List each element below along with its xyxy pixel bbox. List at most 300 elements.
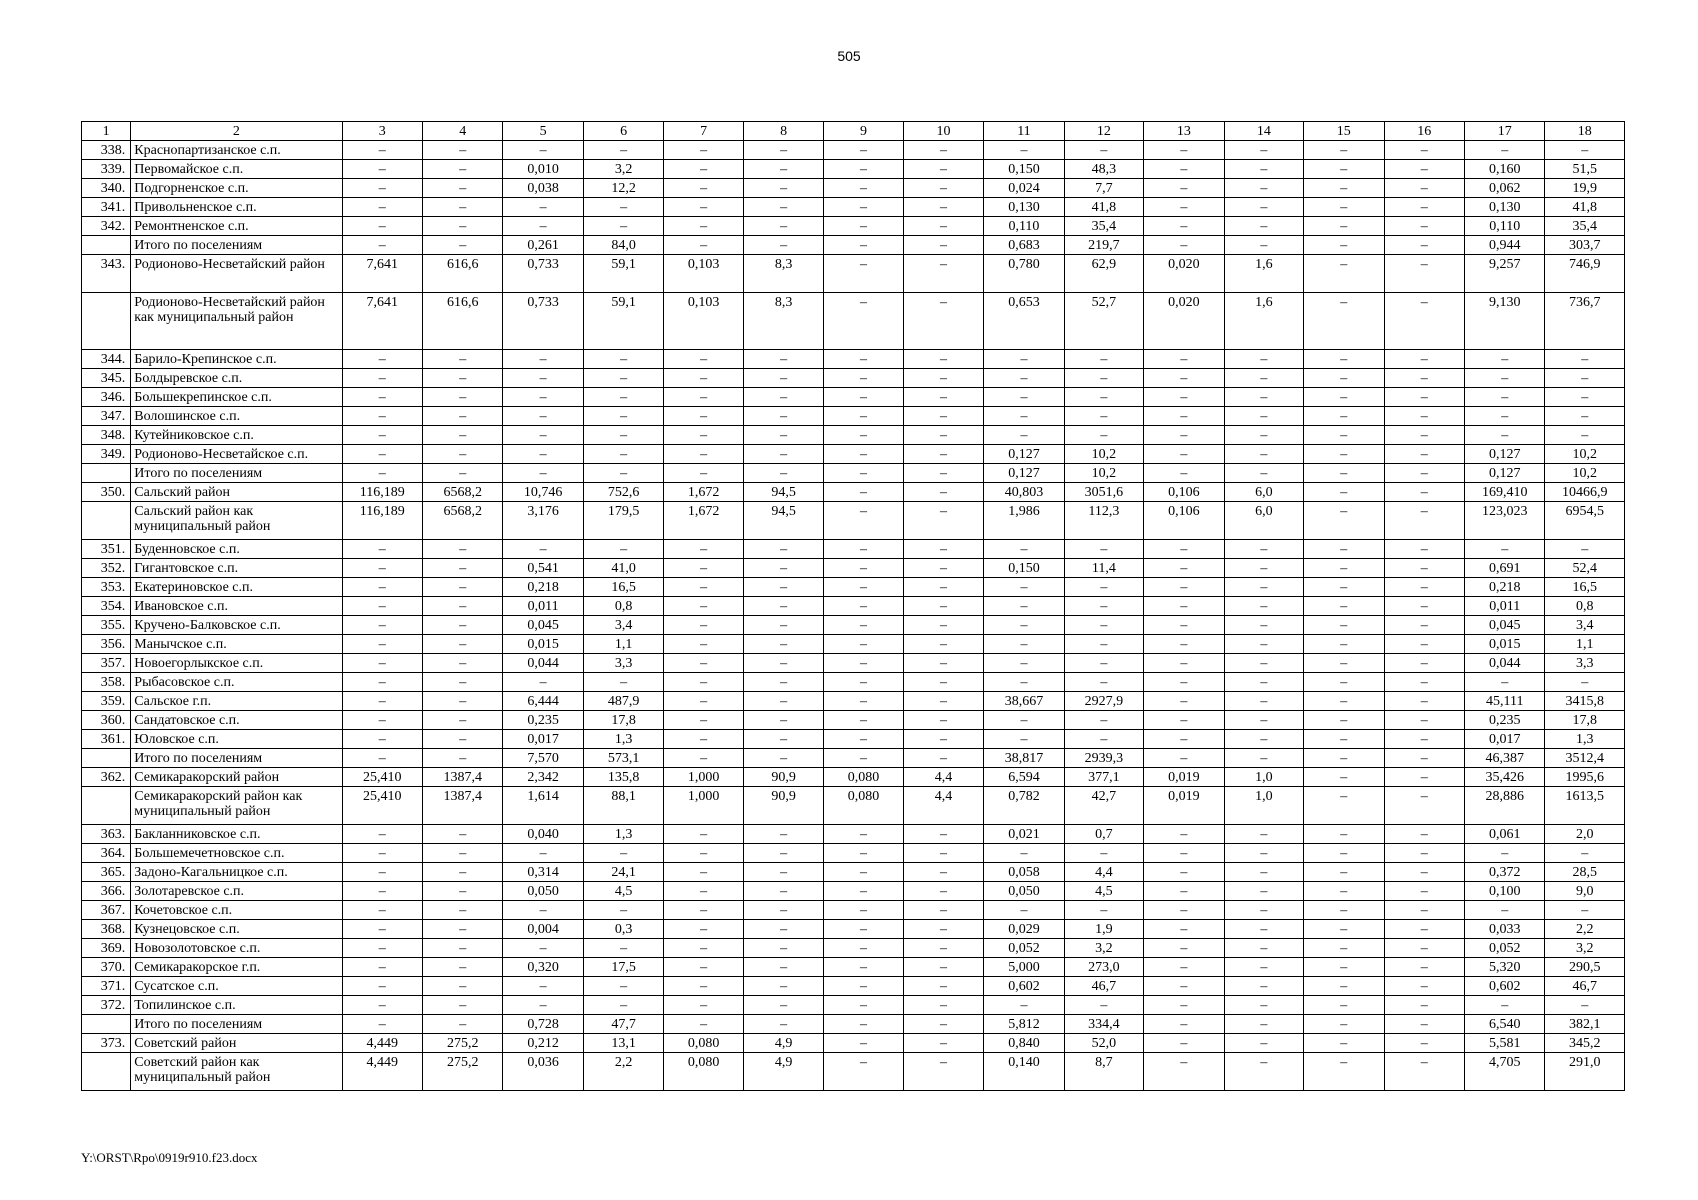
value-cell: – (743, 939, 823, 958)
value-cell: – (1224, 996, 1303, 1015)
value-cell: – (664, 825, 743, 844)
value-cell: 11,4 (1064, 559, 1143, 578)
value-cell: – (1304, 369, 1384, 388)
value-cell: – (664, 388, 743, 407)
value-cell: 0,8 (1545, 597, 1625, 616)
value-cell: – (664, 654, 743, 673)
value-cell: – (743, 198, 823, 217)
value-cell: 88,1 (583, 787, 663, 825)
value-cell: – (342, 711, 422, 730)
table-row (82, 578, 1625, 597)
value-cell: – (1384, 673, 1464, 692)
value-cell: – (1064, 350, 1143, 369)
value-cell: 13,1 (583, 1034, 663, 1053)
value-cell: 84,0 (583, 236, 663, 255)
value-cell: 3512,4 (1545, 749, 1625, 768)
value-cell: – (664, 445, 743, 464)
value-cell: 4,5 (583, 882, 663, 901)
value-cell: – (1465, 996, 1545, 1015)
table-row (82, 825, 1625, 844)
value-cell: – (664, 236, 743, 255)
row-number-cell: 350. (82, 483, 131, 502)
value-cell: – (903, 958, 983, 977)
value-cell: – (743, 407, 823, 426)
value-cell: – (664, 464, 743, 483)
row-number-cell: 369. (82, 939, 131, 958)
settlement-name-cell: Новозолотовское с.п. (131, 939, 342, 958)
column-header: 17 (1465, 122, 1545, 141)
value-cell: 5,581 (1465, 1034, 1545, 1053)
value-cell: – (342, 217, 422, 236)
value-cell: 1,000 (664, 768, 743, 787)
value-cell: 0,235 (503, 711, 583, 730)
value-cell: 0,017 (503, 730, 583, 749)
table-row (82, 635, 1625, 654)
value-cell: – (1304, 730, 1384, 749)
value-cell: – (342, 407, 422, 426)
value-cell: – (743, 141, 823, 160)
value-cell: 0,218 (503, 578, 583, 597)
value-cell: 1,3 (583, 730, 663, 749)
value-cell: – (422, 882, 502, 901)
table-row (82, 445, 1625, 464)
settlement-name-cell: Рыбасовское с.п. (131, 673, 342, 692)
value-cell: 2939,3 (1064, 749, 1143, 768)
value-cell: 6,0 (1224, 483, 1303, 502)
value-cell: – (1465, 388, 1545, 407)
value-cell: – (503, 407, 583, 426)
value-cell: – (342, 825, 422, 844)
column-header: 13 (1144, 122, 1224, 141)
value-cell: – (903, 863, 983, 882)
value-cell: – (1384, 578, 1464, 597)
value-cell: 0,235 (1465, 711, 1545, 730)
value-cell: 35,4 (1064, 217, 1143, 236)
value-cell: 1,0 (1224, 768, 1303, 787)
value-cell: – (903, 635, 983, 654)
value-cell: – (743, 179, 823, 198)
value-cell: – (824, 711, 903, 730)
value-cell: – (1144, 996, 1224, 1015)
row-number-cell: 352. (82, 559, 131, 578)
value-cell: – (984, 388, 1064, 407)
value-cell: – (422, 388, 502, 407)
value-cell: – (342, 445, 422, 464)
value-cell: – (743, 350, 823, 369)
value-cell: 0,080 (664, 1053, 743, 1091)
value-cell: – (422, 635, 502, 654)
value-cell: – (824, 426, 903, 445)
row-number-cell: 373. (82, 1034, 131, 1053)
value-cell: – (583, 540, 663, 559)
value-cell: – (1224, 141, 1303, 160)
value-cell: – (1144, 749, 1224, 768)
value-cell: 1,9 (1064, 920, 1143, 939)
value-cell: 1,000 (664, 787, 743, 825)
value-cell: – (1304, 293, 1384, 350)
value-cell: – (1545, 426, 1625, 445)
value-cell: – (824, 1053, 903, 1091)
value-cell: – (824, 388, 903, 407)
value-cell: – (824, 730, 903, 749)
value-cell: – (984, 996, 1064, 1015)
value-cell: 6,444 (503, 692, 583, 711)
value-cell: – (1224, 388, 1303, 407)
value-cell: 116,189 (342, 502, 422, 540)
value-cell: – (824, 749, 903, 768)
value-cell: – (1144, 958, 1224, 977)
value-cell: – (1304, 787, 1384, 825)
value-cell: – (1545, 350, 1625, 369)
value-cell: 0,944 (1465, 236, 1545, 255)
value-cell: 6568,2 (422, 483, 502, 502)
value-cell: – (342, 426, 422, 445)
value-cell: – (984, 654, 1064, 673)
value-cell: – (1384, 730, 1464, 749)
value-cell: – (903, 977, 983, 996)
value-cell: – (1304, 654, 1384, 673)
value-cell: 94,5 (743, 502, 823, 540)
value-cell: – (984, 350, 1064, 369)
table-row (82, 160, 1625, 179)
table-row (82, 483, 1625, 502)
table-row (82, 901, 1625, 920)
value-cell: – (1224, 920, 1303, 939)
value-cell: – (1064, 635, 1143, 654)
value-cell: – (664, 730, 743, 749)
value-cell: – (503, 540, 583, 559)
value-cell: – (1304, 1034, 1384, 1053)
value-cell: – (664, 179, 743, 198)
row-number-cell: 341. (82, 198, 131, 217)
value-cell: – (422, 939, 502, 958)
row-number-cell (82, 749, 131, 768)
value-cell: – (903, 996, 983, 1015)
value-cell: – (664, 996, 743, 1015)
value-cell: 4,9 (743, 1034, 823, 1053)
value-cell: – (664, 844, 743, 863)
value-cell: 4,4 (903, 787, 983, 825)
value-cell: – (422, 749, 502, 768)
value-cell: – (1144, 350, 1224, 369)
value-cell: – (1224, 730, 1303, 749)
row-number-cell: 359. (82, 692, 131, 711)
value-cell: – (824, 958, 903, 977)
value-cell: 0,103 (664, 293, 743, 350)
value-cell: – (1064, 407, 1143, 426)
value-cell: – (824, 996, 903, 1015)
value-cell: – (1064, 540, 1143, 559)
value-cell: 52,0 (1064, 1034, 1143, 1053)
value-cell: – (342, 350, 422, 369)
row-number-cell: 344. (82, 350, 131, 369)
row-number-cell (82, 1015, 131, 1034)
table-row (82, 426, 1625, 445)
value-cell: – (422, 901, 502, 920)
value-cell: – (984, 844, 1064, 863)
value-cell: – (903, 445, 983, 464)
value-cell: 0,733 (503, 293, 583, 350)
value-cell: – (824, 369, 903, 388)
value-cell: 3,2 (583, 160, 663, 179)
value-cell: 7,570 (503, 749, 583, 768)
value-cell: – (1384, 483, 1464, 502)
value-cell: 0,541 (503, 559, 583, 578)
value-cell: – (743, 654, 823, 673)
value-cell: – (1224, 198, 1303, 217)
value-cell: – (1304, 692, 1384, 711)
value-cell: – (824, 616, 903, 635)
value-cell: 1,3 (1545, 730, 1625, 749)
value-cell: – (342, 901, 422, 920)
value-cell: 290,5 (1545, 958, 1625, 977)
value-cell: – (1144, 692, 1224, 711)
value-cell: – (342, 559, 422, 578)
value-cell: 10466,9 (1545, 483, 1625, 502)
value-cell: – (824, 483, 903, 502)
value-cell: 52,4 (1545, 559, 1625, 578)
value-cell: – (1144, 179, 1224, 198)
value-cell: 46,7 (1064, 977, 1143, 996)
value-cell: – (1384, 768, 1464, 787)
value-cell: – (583, 996, 663, 1015)
value-cell: – (583, 388, 663, 407)
value-cell: 38,817 (984, 749, 1064, 768)
value-cell: 0,015 (1465, 635, 1545, 654)
value-cell: – (1224, 464, 1303, 483)
value-cell: 9,257 (1465, 255, 1545, 293)
value-cell: 0,045 (1465, 616, 1545, 635)
value-cell: – (664, 578, 743, 597)
row-number-cell (82, 502, 131, 540)
value-cell: 41,8 (1064, 198, 1143, 217)
value-cell: 0,160 (1465, 160, 1545, 179)
settlement-name-cell: Семикаракорское г.п. (131, 958, 342, 977)
value-cell: 573,1 (583, 749, 663, 768)
value-cell: 90,9 (743, 768, 823, 787)
value-cell: 0,3 (583, 920, 663, 939)
value-cell: – (664, 863, 743, 882)
value-cell: – (342, 635, 422, 654)
value-cell: 0,103 (664, 255, 743, 293)
table-header-row (82, 122, 1625, 141)
value-cell: 0,106 (1144, 502, 1224, 540)
value-cell: – (743, 464, 823, 483)
table-row (82, 730, 1625, 749)
value-cell: – (743, 616, 823, 635)
value-cell: – (743, 844, 823, 863)
value-cell: – (1384, 616, 1464, 635)
value-cell: – (583, 844, 663, 863)
data-table (81, 121, 1625, 1091)
value-cell: 28,5 (1545, 863, 1625, 882)
value-cell: – (1224, 939, 1303, 958)
value-cell: – (503, 217, 583, 236)
value-cell: 5,320 (1465, 958, 1545, 977)
value-cell: 0,061 (1465, 825, 1545, 844)
value-cell: – (1144, 407, 1224, 426)
value-cell: – (1224, 540, 1303, 559)
value-cell: – (1304, 711, 1384, 730)
value-cell: 10,2 (1545, 464, 1625, 483)
table-row (82, 768, 1625, 787)
value-cell: – (824, 255, 903, 293)
value-cell: – (1064, 730, 1143, 749)
value-cell: – (1144, 825, 1224, 844)
row-number-cell: 372. (82, 996, 131, 1015)
value-cell: – (1384, 350, 1464, 369)
row-number-cell (82, 293, 131, 350)
value-cell: – (1144, 616, 1224, 635)
value-cell: – (1465, 426, 1545, 445)
settlement-name-cell: Родионово-Несветайский район (131, 255, 342, 293)
value-cell: – (342, 749, 422, 768)
value-cell: 116,189 (342, 483, 422, 502)
value-cell: – (1384, 996, 1464, 1015)
value-cell: – (984, 141, 1064, 160)
value-cell: – (743, 388, 823, 407)
value-cell: – (342, 882, 422, 901)
value-cell: – (1224, 901, 1303, 920)
value-cell: 42,7 (1064, 787, 1143, 825)
value-cell: 4,4 (1064, 863, 1143, 882)
value-cell: 41,8 (1545, 198, 1625, 217)
value-cell: – (583, 141, 663, 160)
value-cell: – (824, 293, 903, 350)
value-cell: 0,261 (503, 236, 583, 255)
value-cell: – (1304, 445, 1384, 464)
value-cell: 616,6 (422, 293, 502, 350)
value-cell: – (1144, 901, 1224, 920)
row-number-cell: 358. (82, 673, 131, 692)
value-cell: – (1064, 141, 1143, 160)
table-row (82, 673, 1625, 692)
value-cell: 4,449 (342, 1034, 422, 1053)
value-cell: – (1384, 844, 1464, 863)
column-header: 12 (1064, 122, 1143, 141)
row-number-cell: 370. (82, 958, 131, 977)
value-cell: – (1144, 198, 1224, 217)
value-cell: – (824, 977, 903, 996)
column-header: 9 (824, 122, 903, 141)
value-cell: – (1224, 350, 1303, 369)
table-row (82, 920, 1625, 939)
value-cell: – (903, 236, 983, 255)
value-cell: – (1304, 616, 1384, 635)
value-cell: – (824, 350, 903, 369)
row-number-cell: 366. (82, 882, 131, 901)
value-cell: – (664, 597, 743, 616)
table-row (82, 958, 1625, 977)
value-cell: – (1384, 692, 1464, 711)
value-cell: – (1224, 749, 1303, 768)
value-cell: – (342, 160, 422, 179)
value-cell: – (903, 217, 983, 236)
value-cell: – (1144, 236, 1224, 255)
value-cell: 0,8 (583, 597, 663, 616)
row-number-cell (82, 236, 131, 255)
value-cell: 3051,6 (1064, 483, 1143, 502)
value-cell: 10,2 (1064, 445, 1143, 464)
row-number-cell: 347. (82, 407, 131, 426)
value-cell: – (342, 939, 422, 958)
value-cell: – (1224, 160, 1303, 179)
value-cell: 736,7 (1545, 293, 1625, 350)
value-cell: – (824, 901, 903, 920)
value-cell: 3415,8 (1545, 692, 1625, 711)
settlement-name-cell: Подгорненское с.п. (131, 179, 342, 198)
value-cell: 40,803 (984, 483, 1064, 502)
table-row (82, 749, 1625, 768)
value-cell: – (1304, 996, 1384, 1015)
value-cell: – (824, 863, 903, 882)
value-cell: – (503, 844, 583, 863)
value-cell: – (903, 293, 983, 350)
settlement-name-cell: Советский район (131, 1034, 342, 1053)
value-cell: – (503, 350, 583, 369)
value-cell: – (342, 958, 422, 977)
value-cell: 45,111 (1465, 692, 1545, 711)
value-cell: – (984, 578, 1064, 597)
table-row (82, 255, 1625, 293)
settlement-name-cell: Итого по поселениям (131, 749, 342, 768)
value-cell: – (743, 882, 823, 901)
value-cell: – (743, 1015, 823, 1034)
value-cell: – (1304, 198, 1384, 217)
value-cell: 0,7 (1064, 825, 1143, 844)
value-cell: – (664, 1015, 743, 1034)
value-cell: 1387,4 (422, 787, 502, 825)
value-cell: – (824, 597, 903, 616)
value-cell: – (422, 977, 502, 996)
row-number-cell: 343. (82, 255, 131, 293)
value-cell: – (1465, 369, 1545, 388)
value-cell: 0,110 (1465, 217, 1545, 236)
value-cell: 0,150 (984, 160, 1064, 179)
value-cell: – (422, 692, 502, 711)
value-cell: – (1304, 825, 1384, 844)
value-cell: 17,5 (583, 958, 663, 977)
value-cell: – (1144, 654, 1224, 673)
value-cell: 382,1 (1545, 1015, 1625, 1034)
value-cell: – (342, 198, 422, 217)
column-header: 1 (82, 122, 131, 141)
row-number-cell: 349. (82, 445, 131, 464)
value-cell: 0,782 (984, 787, 1064, 825)
settlement-name-cell: Кручено-Балковское с.п. (131, 616, 342, 635)
value-cell: – (422, 236, 502, 255)
value-cell: 0,080 (824, 787, 903, 825)
value-cell: – (1545, 407, 1625, 426)
value-cell: – (1304, 635, 1384, 654)
settlement-name-cell: Екатериновское с.п. (131, 578, 342, 597)
value-cell: – (984, 901, 1064, 920)
value-cell: – (583, 350, 663, 369)
value-cell: – (1064, 616, 1143, 635)
value-cell: – (583, 369, 663, 388)
value-cell: 4,449 (342, 1053, 422, 1091)
value-cell: – (824, 1015, 903, 1034)
value-cell: – (1304, 426, 1384, 445)
value-cell: – (743, 692, 823, 711)
value-cell: 0,127 (1465, 445, 1545, 464)
value-cell: – (422, 160, 502, 179)
value-cell: 0,029 (984, 920, 1064, 939)
row-number-cell: 346. (82, 388, 131, 407)
value-cell: – (422, 616, 502, 635)
value-cell: – (743, 920, 823, 939)
table-row (82, 388, 1625, 407)
